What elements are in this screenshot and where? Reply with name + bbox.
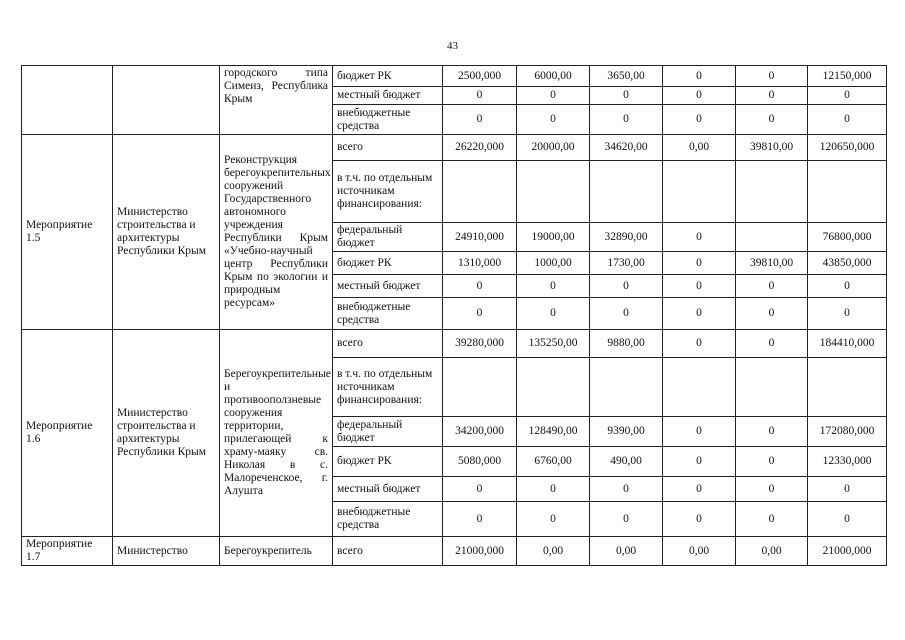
- funding-source-cell: местный бюджет: [333, 87, 443, 105]
- amount-cell: 21000,000: [443, 537, 517, 566]
- amount-cell: 6760,00: [517, 447, 590, 477]
- amount-cell: 12330,000: [808, 447, 887, 477]
- funding-source-cell: в т.ч. по отдельным источникам финансирования:: [333, 358, 443, 417]
- amount-cell: 0: [736, 105, 808, 135]
- amount-cell: 32890,00: [590, 223, 663, 252]
- amount-cell: 34620,00: [590, 135, 663, 161]
- funding-source-cell: местный бюджет: [333, 275, 443, 298]
- amount-cell: 0: [663, 275, 736, 298]
- amount-cell: 0: [590, 477, 663, 502]
- amount-cell: [663, 161, 736, 223]
- amount-cell: 0: [736, 502, 808, 537]
- amount-cell: 0: [736, 477, 808, 502]
- amount-cell: 6000,00: [517, 66, 590, 87]
- executor-cell: [113, 66, 220, 135]
- amount-cell: 9880,00: [590, 330, 663, 358]
- amount-cell: 184410,000: [808, 330, 887, 358]
- measure-label: Мероприятие 1.5: [22, 135, 113, 330]
- table-row: [22, 66, 887, 87]
- amount-cell: 0: [517, 477, 590, 502]
- amount-cell: 0: [736, 417, 808, 447]
- funding-source-cell: бюджет РК: [333, 252, 443, 275]
- amount-cell: 12150,000: [808, 66, 887, 87]
- amount-cell: 5080,000: [443, 447, 517, 477]
- amount-cell: 0: [736, 87, 808, 105]
- amount-cell: 0: [663, 223, 736, 252]
- amount-cell: [663, 358, 736, 417]
- amount-cell: 76800,000: [808, 223, 887, 252]
- amount-cell: 0: [663, 66, 736, 87]
- amount-cell: 0: [663, 502, 736, 537]
- funding-source-cell: в т.ч. по отдельным источникам финансирования:: [333, 161, 443, 223]
- amount-cell: 0: [736, 330, 808, 358]
- measure-label: Мероприятие 1.7: [22, 537, 113, 566]
- table-row: [22, 537, 887, 566]
- object-cell: городского типа Симеиз, Республика Крым: [220, 66, 333, 135]
- amount-cell: 0: [808, 275, 887, 298]
- amount-cell: 0: [517, 298, 590, 330]
- measure-label: Мероприятие 1.6: [22, 330, 113, 537]
- amount-cell: 0: [663, 330, 736, 358]
- amount-cell: 0: [808, 477, 887, 502]
- amount-cell: 0: [517, 105, 590, 135]
- amount-cell: 0,00: [736, 537, 808, 566]
- amount-cell: 0: [517, 87, 590, 105]
- amount-cell: 172080,000: [808, 417, 887, 447]
- amount-cell: [736, 358, 808, 417]
- amount-cell: 0: [736, 298, 808, 330]
- amount-cell: 120650,000: [808, 135, 887, 161]
- table-row: [22, 135, 887, 161]
- amount-cell: 0: [443, 502, 517, 537]
- executor-cell: Министерство строительства и архитектуры Республики Крым: [113, 135, 220, 330]
- funding-source-cell: местный бюджет: [333, 477, 443, 502]
- amount-cell: 0: [663, 417, 736, 447]
- amount-cell: 0: [663, 252, 736, 275]
- funding-table: [21, 65, 887, 566]
- amount-cell: 0: [590, 87, 663, 105]
- funding-source-cell: всего: [333, 330, 443, 358]
- amount-cell: 0: [663, 447, 736, 477]
- funding-source-cell: всего: [333, 537, 443, 566]
- funding-source-cell: бюджет РК: [333, 66, 443, 87]
- funding-source-cell: бюджет РК: [333, 447, 443, 477]
- funding-source-cell: внебюджетные средства: [333, 105, 443, 135]
- amount-cell: 0,00: [517, 537, 590, 566]
- amount-cell: 0: [443, 477, 517, 502]
- amount-cell: 20000,00: [517, 135, 590, 161]
- amount-cell: 0,00: [590, 537, 663, 566]
- amount-cell: [443, 358, 517, 417]
- amount-cell: 0: [517, 275, 590, 298]
- amount-cell: 43850,000: [808, 252, 887, 275]
- amount-cell: 490,00: [590, 447, 663, 477]
- amount-cell: 0: [590, 275, 663, 298]
- amount-cell: 0: [808, 105, 887, 135]
- amount-cell: 1000,00: [517, 252, 590, 275]
- amount-cell: 0: [517, 502, 590, 537]
- amount-cell: [590, 161, 663, 223]
- funding-source-cell: федеральный бюджет: [333, 223, 443, 252]
- amount-cell: 19000,00: [517, 223, 590, 252]
- page-number: 43: [447, 40, 458, 52]
- amount-cell: 0: [663, 298, 736, 330]
- amount-cell: [517, 161, 590, 223]
- amount-cell: 128490,00: [517, 417, 590, 447]
- amount-cell: 0: [736, 275, 808, 298]
- amount-cell: 3650,00: [590, 66, 663, 87]
- amount-cell: 21000,000: [808, 537, 887, 566]
- amount-cell: [517, 358, 590, 417]
- amount-cell: 39810,00: [736, 252, 808, 275]
- amount-cell: [443, 161, 517, 223]
- amount-cell: 1730,00: [590, 252, 663, 275]
- funding-source-cell: федеральный бюджет: [333, 417, 443, 447]
- amount-cell: 0: [663, 105, 736, 135]
- amount-cell: 26220,000: [443, 135, 517, 161]
- amount-cell: 0: [590, 502, 663, 537]
- executor-cell: Министерство: [113, 537, 220, 566]
- amount-cell: 39280,000: [443, 330, 517, 358]
- table-row: [22, 330, 887, 358]
- executor-cell: Министерство строительства и архитектуры Республики Крым: [113, 330, 220, 537]
- funding-source-cell: внебюджетные средства: [333, 298, 443, 330]
- amount-cell: 39810,00: [736, 135, 808, 161]
- amount-cell: 0: [663, 87, 736, 105]
- amount-cell: 9390,00: [590, 417, 663, 447]
- object-cell: Реконструкция берегоукрепительных сооружений Государственного автономного учреждения Республики Крым «Учебно-научный центр Республики Крым по экологии и природным ресурсам»: [220, 135, 333, 330]
- amount-cell: 0: [443, 105, 517, 135]
- amount-cell: 0,00: [663, 135, 736, 161]
- amount-cell: [736, 161, 808, 223]
- object-cell: Берегоукрепительные и противооползневые сооружения территории, прилегающей к храму-маяку св. Николая в с. Малореченское, г. Алушта: [220, 330, 333, 537]
- amount-cell: [808, 161, 887, 223]
- measure-label: [22, 66, 113, 135]
- amount-cell: 34200,000: [443, 417, 517, 447]
- amount-cell: 0: [443, 298, 517, 330]
- amount-cell: [736, 223, 808, 252]
- amount-cell: 0: [663, 477, 736, 502]
- amount-cell: 0: [808, 502, 887, 537]
- funding-source-cell: внебюджетные средства: [333, 502, 443, 537]
- amount-cell: 0: [808, 87, 887, 105]
- amount-cell: 2500,000: [443, 66, 517, 87]
- amount-cell: 0: [736, 447, 808, 477]
- amount-cell: 0,00: [663, 537, 736, 566]
- amount-cell: [808, 358, 887, 417]
- amount-cell: 0: [808, 298, 887, 330]
- amount-cell: 0: [590, 105, 663, 135]
- amount-cell: [590, 358, 663, 417]
- amount-cell: 24910,000: [443, 223, 517, 252]
- amount-cell: 0: [590, 298, 663, 330]
- amount-cell: 135250,00: [517, 330, 590, 358]
- amount-cell: 0: [736, 66, 808, 87]
- funding-source-cell: всего: [333, 135, 443, 161]
- amount-cell: 1310,000: [443, 252, 517, 275]
- amount-cell: 0: [443, 275, 517, 298]
- amount-cell: 0: [443, 87, 517, 105]
- object-cell: Берегоукрепитель: [220, 537, 333, 566]
